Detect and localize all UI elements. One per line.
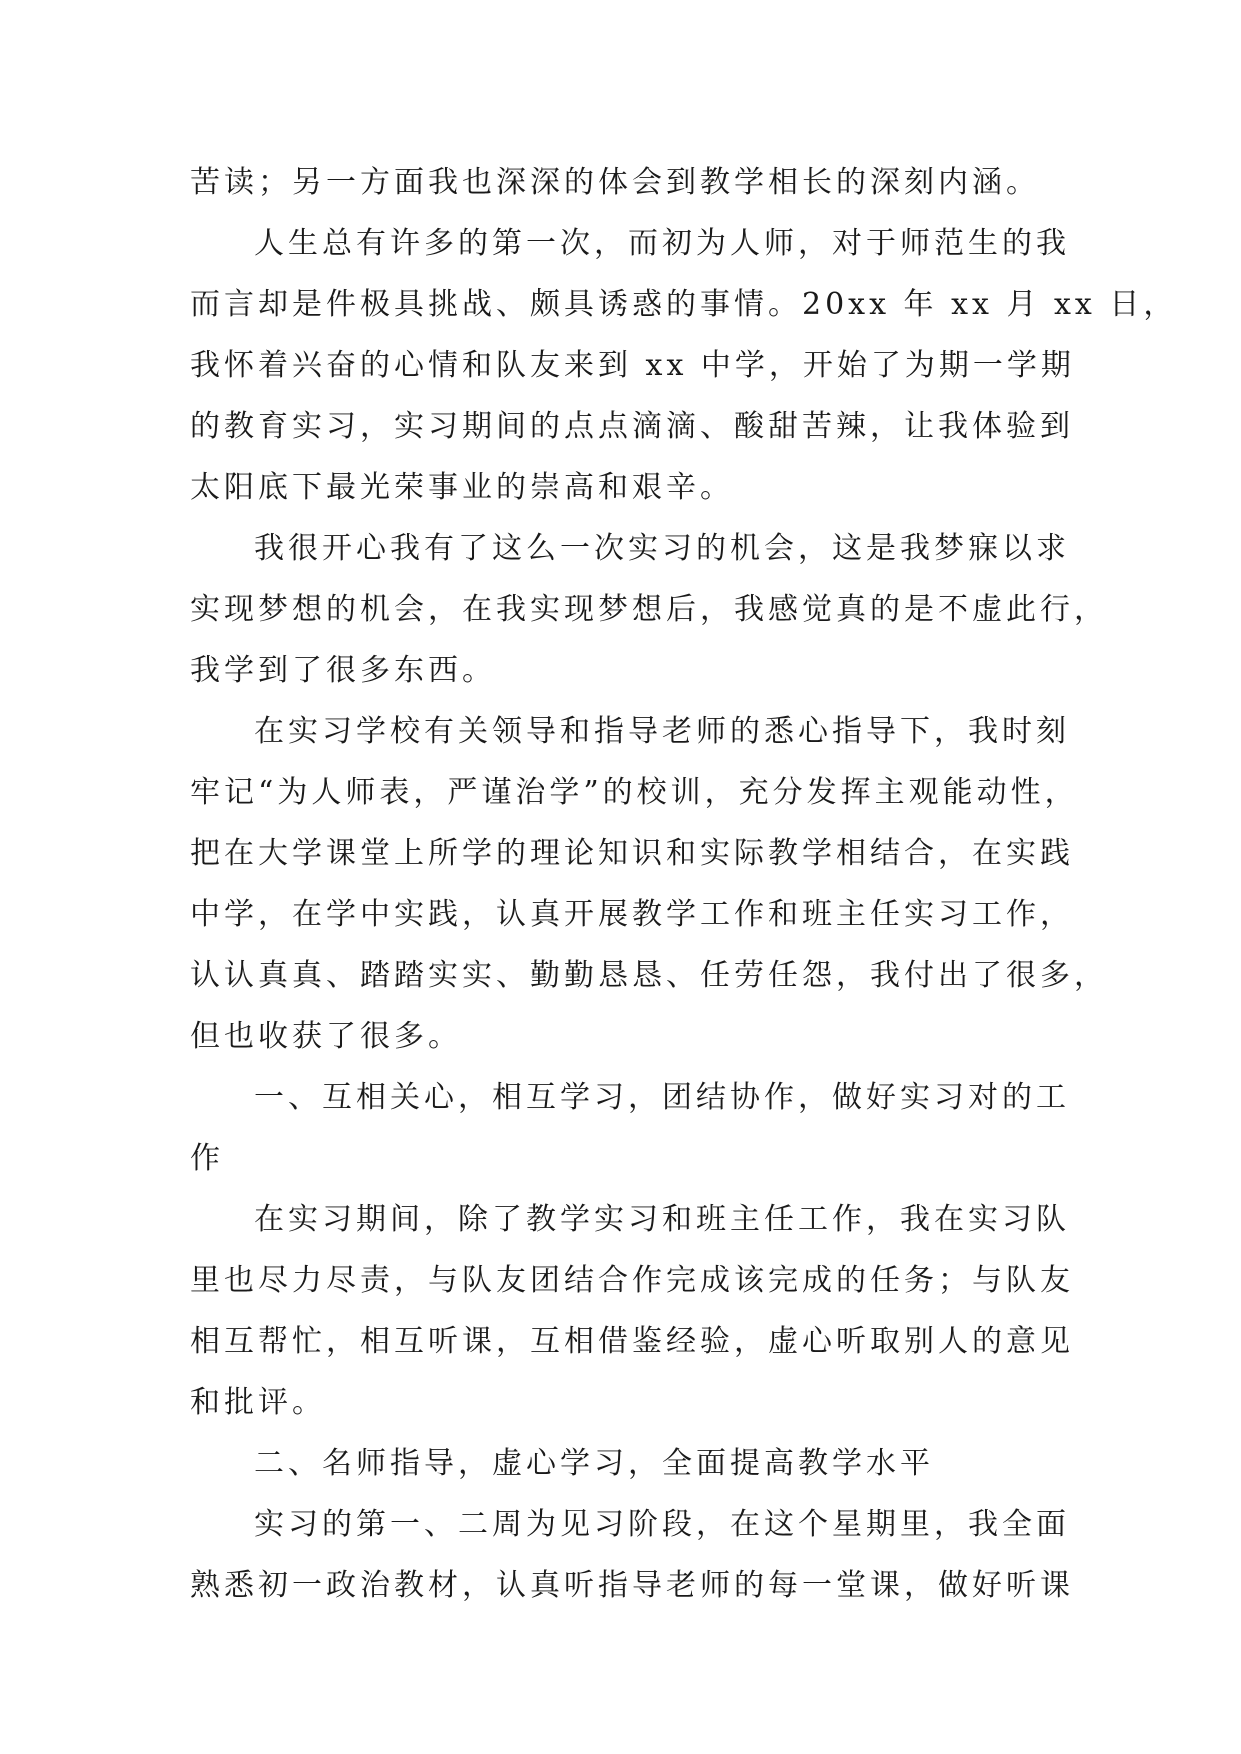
paragraph-first-line: 人生总有许多的第一次，而初为人师，对于师范生的我 bbox=[254, 226, 1070, 261]
section-heading: 二、名师指导，虚心学习，全面提高教学水平 bbox=[254, 1446, 934, 1481]
text-line: 熟悉初一政治教材，认真听指导老师的每一堂课，做好听课 bbox=[190, 1568, 1074, 1603]
text-line: 和批评。 bbox=[190, 1385, 326, 1420]
text-line: 相互帮忙，相互听课，互相借鉴经验，虚心听取别人的意见 bbox=[190, 1324, 1074, 1359]
document-body bbox=[190, 152, 1178, 1616]
text-line: 的教育实习，实习期间的点点滴滴、酸甜苦辣，让我体验到 bbox=[190, 409, 1074, 444]
text-line: 而言却是件极具挑战、颇具诱惑的事情。20xx 年 xx 月 xx 日， bbox=[190, 287, 1178, 322]
text-line: 把在大学课堂上所学的理论知识和实际教学相结合，在实践 bbox=[190, 836, 1074, 871]
text-line: 里也尽力尽责，与队友团结合作完成该完成的任务；与队友 bbox=[190, 1263, 1074, 1298]
paragraph-first-line: 在实习期间，除了教学实习和班主任工作，我在实习队 bbox=[254, 1202, 1070, 1237]
text-line: 牢记“为人师表，严谨治学”的校训，充分发挥主观能动性， bbox=[190, 775, 1079, 810]
text-line: 太阳底下最光荣事业的崇高和艰辛。 bbox=[190, 470, 734, 505]
text-line: 但也收获了很多。 bbox=[190, 1019, 462, 1054]
text-line: 我怀着兴奋的心情和队友来到 xx 中学，开始了为期一学期 bbox=[190, 348, 1075, 383]
section-heading: 一、互相关心，相互学习，团结协作，做好实习对的工 bbox=[254, 1080, 1070, 1115]
text-line: 认认真真、踏踏实实、勤勤恳恳、任劳任怨，我付出了很多， bbox=[190, 958, 1108, 993]
section-heading-continued: 作 bbox=[190, 1141, 224, 1176]
text-line: 我学到了很多东西。 bbox=[190, 653, 496, 688]
text-line: 苦读；另一方面我也深深的体会到教学相长的深刻内涵。 bbox=[190, 165, 1040, 200]
text-line: 实现梦想的机会，在我实现梦想后，我感觉真的是不虚此行， bbox=[190, 592, 1108, 627]
paragraph-first-line: 我很开心我有了这么一次实习的机会，这是我梦寐以求 bbox=[254, 531, 1070, 566]
text-line: 中学，在学中实践，认真开展教学工作和班主任实习工作， bbox=[190, 897, 1074, 932]
paragraph-first-line: 实习的第一、二周为见习阶段，在这个星期里，我全面 bbox=[254, 1507, 1070, 1542]
paragraph-first-line: 在实习学校有关领导和指导老师的悉心指导下，我时刻 bbox=[254, 714, 1070, 749]
